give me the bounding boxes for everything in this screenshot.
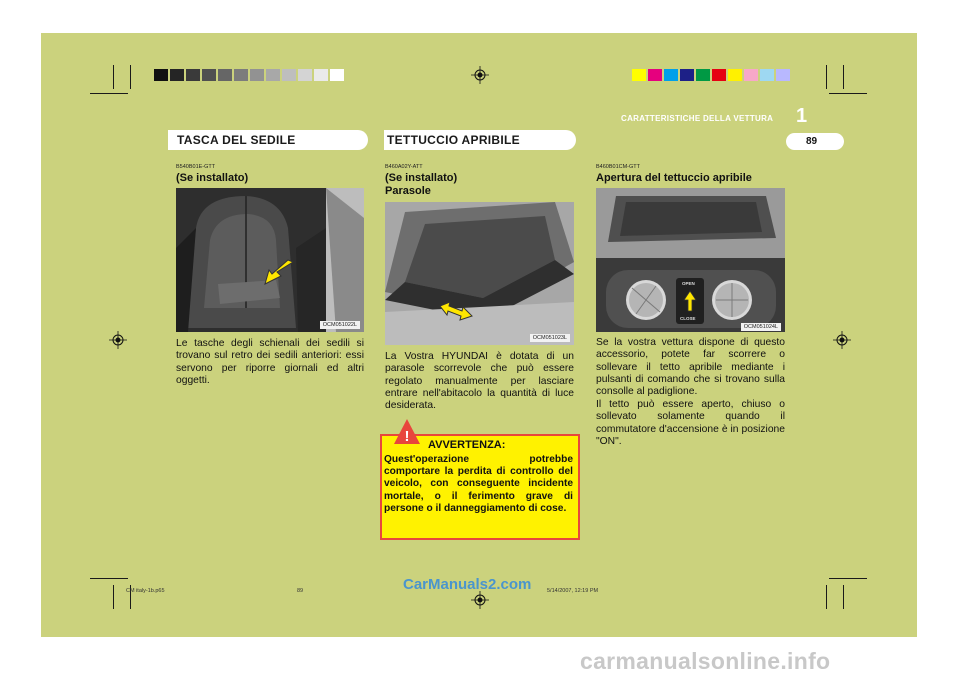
calibration-swatch — [250, 69, 264, 81]
doc-code: B460B01CM-GTT — [596, 164, 641, 170]
calibration-swatch — [680, 69, 694, 81]
chapter-number: 1 — [796, 105, 808, 127]
footer-page: 89 — [297, 588, 304, 594]
calibration-swatch — [266, 69, 280, 81]
heading: Parasole — [385, 185, 431, 197]
crop-mark — [113, 65, 114, 89]
registration-mark-icon — [109, 331, 127, 349]
grayscale-calibration-bar — [154, 69, 346, 81]
manual-page — [41, 33, 917, 637]
crop-mark — [90, 93, 128, 94]
crop-mark — [113, 585, 114, 609]
body-text: La Vostra HYUNDAI è dotata di un parasole scorrevole che può essere regolato manualmente per lasciare entrare nell'abitacolo la quantità di luce desiderata. — [385, 351, 574, 412]
crop-mark — [130, 65, 131, 89]
registration-mark-icon — [833, 331, 851, 349]
warning-title: AVVERTENZA: — [428, 439, 506, 451]
registration-mark-icon — [471, 66, 489, 84]
heading: Apertura del tettuccio apribile — [596, 172, 752, 184]
site-watermark[interactable]: carmanualsonline.info — [580, 648, 831, 674]
section-title: CARATTERISTICHE DELLA VETTURA — [621, 114, 774, 123]
body-text: Le tasche degli schienali dei sedili si trovano sul retro dei sedili anteriori: essi servono per riporre giornali ed altri oggetti. — [176, 338, 364, 386]
section-tab-title: TASCA DEL SEDILE — [177, 133, 296, 147]
crop-mark — [829, 578, 867, 579]
calibration-swatch — [298, 69, 312, 81]
calibration-swatch — [170, 69, 184, 81]
doc-code: B540B01E-GTT — [176, 164, 216, 170]
calibration-swatch — [186, 69, 200, 81]
calibration-swatch — [760, 69, 774, 81]
calibration-swatch — [696, 69, 710, 81]
footer-filename: CM italy-1b.p65 — [126, 588, 165, 594]
doc-code: B460A02Y-ATT — [385, 164, 423, 170]
calibration-swatch — [632, 69, 646, 81]
crop-mark — [90, 578, 128, 579]
seat-pocket-photo — [176, 188, 364, 332]
switch-open-label: OPEN — [682, 281, 695, 286]
section-tab-title: TETTUCCIO APRIBILE — [387, 133, 520, 147]
heading: (Se installato) — [385, 172, 458, 184]
calibration-swatch — [744, 69, 758, 81]
crop-mark — [826, 585, 827, 609]
crop-mark — [843, 585, 844, 609]
sunshade-photo — [385, 202, 574, 345]
calibration-swatch — [330, 69, 344, 81]
calibration-swatch — [282, 69, 296, 81]
registration-mark-icon — [471, 591, 489, 609]
calibration-swatch — [664, 69, 678, 81]
arrow-down-left-icon — [259, 258, 295, 288]
photo-code: OCM051022L — [320, 321, 360, 329]
calibration-swatch — [728, 69, 742, 81]
calibration-swatch — [234, 69, 248, 81]
calibration-swatch — [712, 69, 726, 81]
calibration-swatch — [776, 69, 790, 81]
body-text: Se la vostra vettura dispone di questo accessorio, potete far scorrere o sollevare il tetto apribile mediante i pulsanti di comando che si trovano sulla consolle al padiglione. — [596, 337, 785, 398]
watermark-link[interactable]: CarManuals2.com — [403, 576, 532, 593]
warning-text: Quest'operazione potrebbe comportare la perdita di controllo del veicolo, con conseguente incidente mortale, o il ferimento grave di persone o il danneggiamento di cose. — [384, 454, 573, 514]
calibration-swatch — [648, 69, 662, 81]
sunroof-switch-photo — [596, 188, 785, 332]
double-arrow-icon — [438, 300, 474, 322]
crop-mark — [826, 65, 827, 89]
switch-close-label: CLOSE — [680, 316, 696, 321]
body-text: Il tetto può essere aperto, chiuso o sollevato solamente quando il commutatore d'accensione è in posizione "ON". — [596, 399, 785, 447]
calibration-swatch — [218, 69, 232, 81]
page-number: 89 — [806, 136, 818, 147]
heading: (Se installato) — [176, 172, 249, 184]
calibration-swatch — [314, 69, 328, 81]
arrow-up-icon — [683, 290, 697, 312]
footer-timestamp: 5/14/2007, 12:19 PM — [547, 588, 599, 594]
warning-triangle-icon — [392, 417, 422, 447]
calibration-swatch — [202, 69, 216, 81]
crop-mark — [829, 93, 867, 94]
crop-mark — [843, 65, 844, 89]
photo-code: OCM051023L — [530, 334, 570, 342]
svg-text:!: ! — [404, 428, 410, 445]
photo-code: OCM051024L — [741, 323, 781, 331]
calibration-swatch — [154, 69, 168, 81]
color-calibration-bar — [632, 69, 792, 81]
